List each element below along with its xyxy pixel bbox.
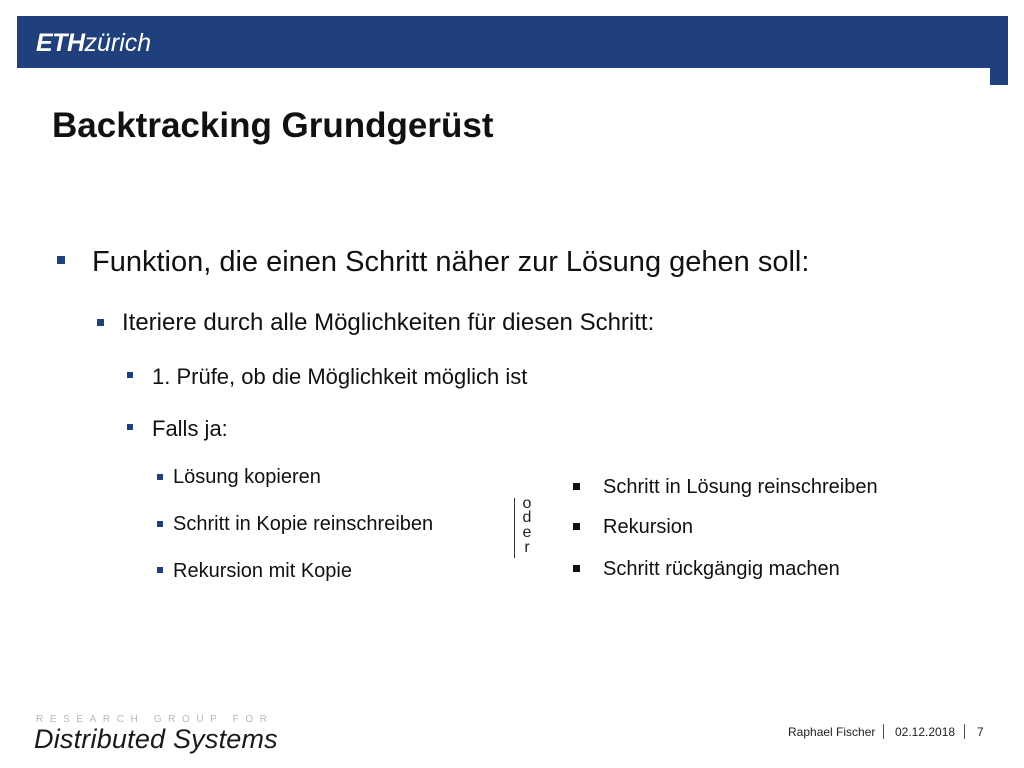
- footer-divider: [964, 724, 965, 739]
- bullet-level1: Funktion, die einen Schritt näher zur Lösung gehen soll:: [92, 246, 810, 278]
- oder-separator: [514, 495, 539, 558]
- separator-letter: o: [522, 495, 532, 512]
- bullet-square-icon: [157, 567, 163, 573]
- footer-divider: [883, 724, 884, 739]
- footer-author: Raphael Fischer: [788, 725, 876, 739]
- bullet-square-icon: [127, 372, 133, 378]
- bullet-square-icon: [127, 424, 133, 430]
- bullet-square-icon: [57, 256, 65, 264]
- distributed-systems-logo: Distributed Systems: [34, 724, 278, 754]
- left-option: Rekursion mit Kopie: [173, 560, 352, 582]
- footer-date: 02.12.2018: [895, 725, 956, 739]
- separator-letter: r: [524, 539, 530, 556]
- logo-zurich-text: zürich: [84, 29, 152, 57]
- bullet-level2: Iteriere durch alle Möglichkeiten für diesen Schritt:: [122, 309, 655, 336]
- eth-zurich-logo: [36, 28, 151, 58]
- bullet-level3-check: 1. Prüfe, ob die Möglichkeit möglich ist: [152, 364, 528, 389]
- bullet-square-icon: [573, 565, 580, 572]
- header-accent-tab: [990, 68, 1008, 85]
- bullet-square-icon: [157, 521, 163, 527]
- research-group-label: RESEARCH GROUP FOR: [36, 714, 274, 725]
- bullet-square-icon: [573, 523, 580, 530]
- left-option: Lösung kopieren: [173, 466, 321, 488]
- left-option: Schritt in Kopie reinschreiben: [173, 513, 434, 535]
- page-number: 7: [977, 725, 984, 739]
- separator-letter: d: [522, 509, 532, 526]
- right-option: Schritt in Lösung reinschreiben: [603, 476, 878, 498]
- header-bar: [17, 16, 1008, 68]
- right-option: Rekursion: [603, 516, 694, 538]
- bullet-square-icon: [97, 319, 104, 326]
- bullet-square-icon: [573, 483, 580, 490]
- bullet-square-icon: [157, 474, 163, 480]
- separator-letter: e: [522, 524, 532, 541]
- bullet-level3-if-yes: Falls ja:: [152, 416, 228, 441]
- logo-eth-text: ETH: [36, 29, 85, 57]
- right-option: Schritt rückgängig machen: [603, 558, 840, 580]
- slide-title: Backtracking Grundgerüst: [52, 106, 494, 145]
